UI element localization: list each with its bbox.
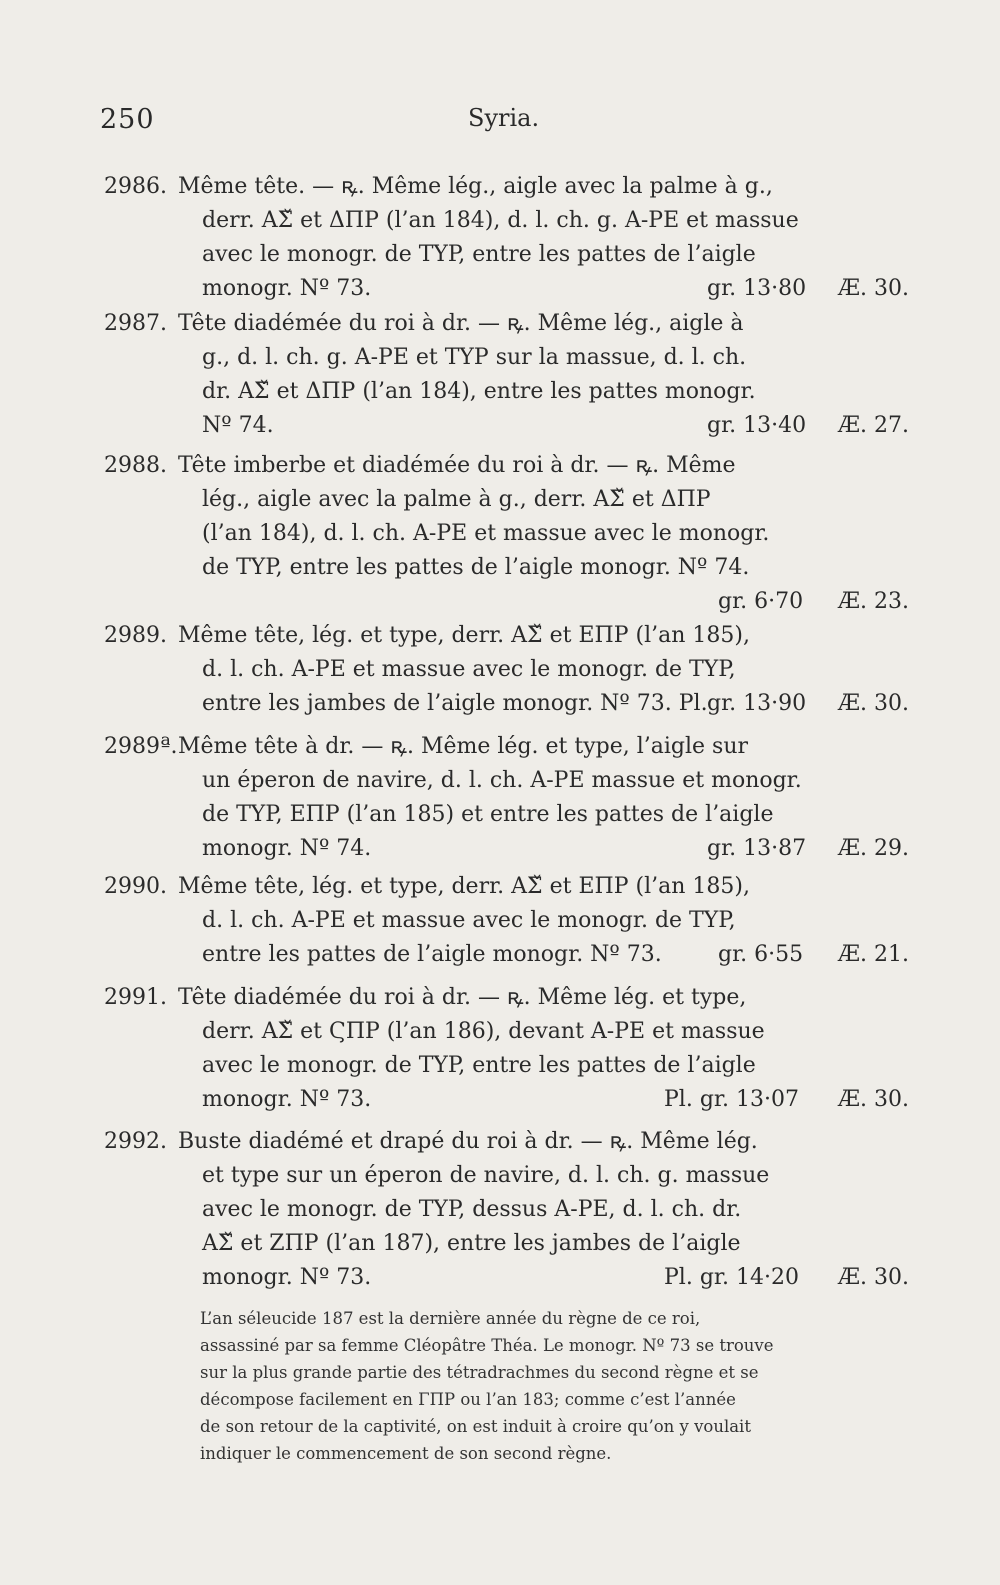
entry-line: entre les pattes de l’aigle monogr. Nº 73. bbox=[202, 942, 662, 967]
metal-size: Æ. 30. bbox=[838, 691, 909, 716]
metal-size: Æ. 30. bbox=[838, 276, 909, 301]
page-header bbox=[0, 104, 1000, 144]
entry-line: Même tête, lég. et type, derr. AΣ̌ et ΕΠΡ (l’an 185), bbox=[178, 623, 750, 648]
entry-line: derr. AΣ̌ et ϚΠΡ (l’an 186), devant A-PE et massue bbox=[202, 1019, 765, 1044]
metal-size: Æ. 30. bbox=[838, 1265, 909, 1290]
weight-value: gr. 13·87 bbox=[707, 836, 807, 861]
entry-line: avec le monogr. de TYP, entre les pattes de l’aigle bbox=[202, 1053, 756, 1078]
entry-line: Buste diadémé et drapé du roi à dr. — ꝶ. Même lég. bbox=[178, 1129, 758, 1154]
footnote-line: assassiné par sa femme Cléopâtre Théa. Le monogr. Nº 73 se trouve bbox=[200, 1336, 774, 1355]
entry-line: avec le monogr. de TYP, dessus A-PE, d. l. ch. dr. bbox=[202, 1197, 742, 1222]
entry-line: (l’an 184), d. l. ch. A-PE et massue avec le monogr. bbox=[202, 521, 770, 546]
entry-number: 2990. bbox=[104, 874, 167, 899]
weight-value: gr. 13·80 bbox=[707, 276, 807, 301]
entry-line: derr. AΣ̌ et ΔΠΡ (l’an 184), d. l. ch. g. A-PE et massue bbox=[202, 208, 799, 233]
entry-line: d. l. ch. A-PE et massue avec le monogr. de TYP, bbox=[202, 657, 736, 682]
entry-line: lég., aigle avec la palme à g., derr. AΣ̌ et ΔΠΡ bbox=[202, 487, 711, 512]
weight-value: gr. 6·55 bbox=[718, 942, 804, 967]
entry-line: monogr. Nº 73. bbox=[202, 276, 372, 301]
weight-value: gr. 13·40 bbox=[707, 413, 807, 438]
weight-value: Pl. gr. 14·20 bbox=[664, 1265, 799, 1290]
entry-line: Même tête. — ꝶ. Même lég., aigle avec la palme à g., bbox=[178, 174, 773, 199]
running-title: Syria. bbox=[468, 104, 540, 132]
metal-size: Æ. 30. bbox=[838, 1087, 909, 1112]
entry-line: Tête diadémée du roi à dr. — ꝶ. Même lég. et type, bbox=[178, 985, 747, 1010]
entry-number: 2989ª. bbox=[104, 734, 178, 759]
footnote-line: L’an séleucide 187 est la dernière année du règne de ce roi, bbox=[200, 1309, 701, 1328]
weight-value: Pl. gr. 13·07 bbox=[664, 1087, 799, 1112]
entry-line: g., d. l. ch. g. A-PE et TYP sur la massue, d. l. ch. bbox=[202, 345, 747, 370]
entry-line: Même tête, lég. et type, derr. AΣ̌ et ΕΠΡ (l’an 185), bbox=[178, 874, 750, 899]
entry-line: Nº 74. bbox=[202, 413, 274, 438]
entry-number: 2987. bbox=[104, 311, 167, 336]
entry-number: 2988. bbox=[104, 453, 167, 478]
entry-line: un éperon de navire, d. l. ch. A-PE massue et monogr. bbox=[202, 768, 802, 793]
footnote-line: de son retour de la captivité, on est induit à croire qu’on y voulait bbox=[200, 1417, 751, 1436]
weight-value: gr. 13·90 bbox=[707, 691, 807, 716]
entry-number: 2986. bbox=[104, 174, 167, 199]
entry-line: AΣ̌ et ΖΠΡ (l’an 187), entre les jambes de l’aigle bbox=[202, 1231, 741, 1256]
entry-line: de TYP, entre les pattes de l’aigle monogr. Nº 74. bbox=[202, 555, 750, 580]
weight-value: gr. 6·70 bbox=[718, 589, 804, 614]
entry-line: Tête diadémée du roi à dr. — ꝶ. Même lég., aigle à bbox=[178, 311, 744, 336]
entry-line: d. l. ch. A-PE et massue avec le monogr. de TYP, bbox=[202, 908, 736, 933]
metal-size: Æ. 29. bbox=[838, 836, 909, 861]
metal-size: Æ. 27. bbox=[838, 413, 909, 438]
entry-line: entre les jambes de l’aigle monogr. Nº 73. Pl. bbox=[202, 691, 708, 716]
entry-line: monogr. Nº 73. bbox=[202, 1087, 372, 1112]
metal-size: Æ. 21. bbox=[838, 942, 909, 967]
page-number: 250 bbox=[100, 104, 155, 135]
metal-size: Æ. 23. bbox=[838, 589, 909, 614]
entry-line: monogr. Nº 73. bbox=[202, 1265, 372, 1290]
entry-line: Même tête à dr. — ꝶ. Même lég. et type, l’aigle sur bbox=[178, 734, 749, 759]
footnote-line: sur la plus grande partie des tétradrachmes du second règne et se bbox=[200, 1363, 759, 1382]
entry-number: 2991. bbox=[104, 985, 167, 1010]
footnote-line: indiquer le commencement de son second règne. bbox=[200, 1444, 612, 1463]
entry-line: de TYP, ΕΠΡ (l’an 185) et entre les pattes de l’aigle bbox=[202, 802, 774, 827]
entry-line: Tête imberbe et diadémée du roi à dr. — ꝶ. Même bbox=[178, 453, 736, 478]
entry-line: et type sur un éperon de navire, d. l. ch. g. massue bbox=[202, 1163, 770, 1188]
footnote-line: décompose facilement en ΓΠΡ ou l’an 183; comme c’est l’année bbox=[200, 1390, 736, 1409]
entry-line: avec le monogr. de TYP, entre les pattes de l’aigle bbox=[202, 242, 756, 267]
entry-line: dr. AΣ̌ et ΔΠΡ (l’an 184), entre les pattes monogr. bbox=[202, 379, 756, 404]
entry-line: monogr. Nº 74. bbox=[202, 836, 372, 861]
entry-number: 2989. bbox=[104, 623, 167, 648]
entry-number: 2992. bbox=[104, 1129, 167, 1154]
